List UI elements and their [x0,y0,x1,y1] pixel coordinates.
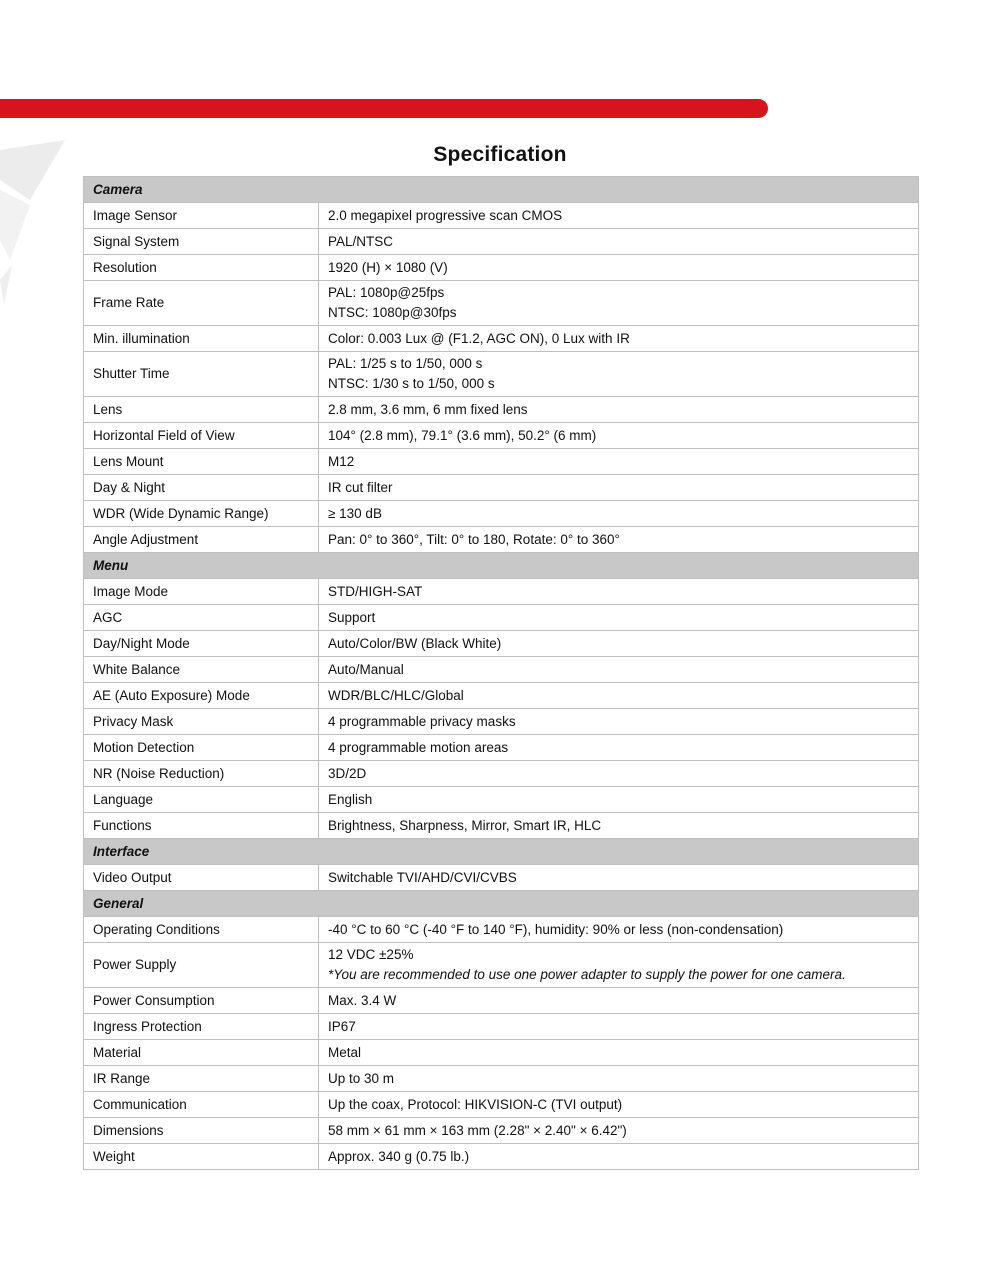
spec-value [319,1066,919,1092]
spec-value [319,475,919,501]
spec-value-line: NTSC: 1/30 s to 1/50, 000 s [328,376,495,391]
spec-key: Horizontal Field of View [84,423,319,449]
spec-value-line: 4 programmable privacy masks [328,713,516,729]
table-row [84,709,919,735]
spec-key: Min. illumination [84,326,319,352]
spec-value-line: Approx. 340 g (0.75 lb.) [328,1148,470,1164]
spec-key: Privacy Mask [84,709,319,735]
table-row [84,1014,919,1040]
spec-key: AE (Auto Exposure) Mode [84,683,319,709]
table-row [84,605,919,631]
spec-key: Lens [84,397,319,423]
spec-value-line: WDR/BLC/HLC/Global [328,687,464,703]
spec-value [319,1144,919,1170]
spec-value-line: Brightness, Sharpness, Mirror, Smart IR, HLC [328,817,602,833]
spec-value [319,735,919,761]
spec-value-line: Metal [328,1044,362,1060]
table-row [84,988,919,1014]
spec-key: Angle Adjustment [84,527,319,553]
table-row [84,1144,919,1170]
spec-value [319,1040,919,1066]
page-title: Specification [433,143,567,166]
spec-value [319,579,919,605]
spec-value [319,397,919,423]
spec-value [319,917,919,943]
spec-value [319,501,919,527]
spec-key: Signal System [84,229,319,255]
table-row [84,326,919,352]
table-row [84,1118,919,1144]
table-row [84,203,919,229]
spec-value-line: 3D/2D [328,765,367,781]
table-row [84,787,919,813]
table-row [84,475,919,501]
spec-value-line: Up to 30 m [328,1070,395,1086]
spec-value [319,943,919,988]
spec-value-line: Switchable TVI/AHD/CVI/CVBS [328,869,517,885]
spec-value-line: *You are recommended to use one power adapter to supply the power for one camera. [328,967,846,982]
table-row [84,352,919,397]
spec-value [319,709,919,735]
spec-key: Shutter Time [84,352,319,397]
spec-key: Language [84,787,319,813]
spec-value-line: 58 mm × 61 mm × 163 mm (2.28" × 2.40" × 6.42") [328,1122,627,1138]
spec-value [319,352,919,397]
table-row [84,1092,919,1118]
spec-value [319,229,919,255]
spec-key: Dimensions [84,1118,319,1144]
table-row [84,1040,919,1066]
spec-value [319,865,919,891]
spec-value [319,1118,919,1144]
section-header-camera [84,177,919,203]
spec-value [319,683,919,709]
specification-table [83,176,919,1170]
spec-value-line: PAL: 1080p@25fps [328,285,445,300]
spec-value [319,787,919,813]
table-row [84,501,919,527]
spec-key: Image Mode [84,579,319,605]
table-row [84,423,919,449]
spec-value-line: Max. 3.4 W [328,992,397,1008]
spec-value-line: STD/HIGH-SAT [328,583,423,599]
spec-value-line: PAL/NTSC [328,233,394,249]
table-row [84,943,919,988]
spec-value [319,203,919,229]
table-row [84,449,919,475]
spec-value [319,527,919,553]
spec-key: Power Consumption [84,988,319,1014]
spec-value [319,813,919,839]
spec-value-line: Color: 0.003 Lux @ (F1.2, AGC ON), 0 Lux with IR [328,330,630,346]
spec-value-line: 1920 (H) × 1080 (V) [328,259,448,275]
spec-value-line: 4 programmable motion areas [328,739,509,755]
spec-key: AGC [84,605,319,631]
section-label: General [84,891,919,917]
spec-value [319,423,919,449]
spec-value-line: English [328,791,373,807]
table-row [84,255,919,281]
spec-key: Lens Mount [84,449,319,475]
spec-value [319,631,919,657]
spec-value-line: ≥ 130 dB [328,505,382,521]
spec-value [319,761,919,787]
section-label: Menu [84,553,919,579]
spec-value-line: Up the coax, Protocol: HIKVISION-C (TVI output) [328,1096,623,1112]
spec-value-line: 104° (2.8 mm), 79.1° (3.6 mm), 50.2° (6 mm) [328,427,597,443]
spec-key: Functions [84,813,319,839]
spec-value-line: NTSC: 1080p@30fps [328,305,457,320]
spec-key: Operating Conditions [84,917,319,943]
spec-value [319,605,919,631]
spec-key: Weight [84,1144,319,1170]
spec-value-line: PAL: 1/25 s to 1/50, 000 s [328,356,483,371]
table-row [84,281,919,326]
table-row [84,683,919,709]
section-header-general [84,891,919,917]
section-label: Interface [84,839,919,865]
spec-key: Image Sensor [84,203,319,229]
spec-key: Day & Night [84,475,319,501]
table-row [84,813,919,839]
table-row [84,657,919,683]
spec-value-line: Auto/Manual [328,661,404,677]
spec-value-line: IP67 [328,1018,356,1034]
table-row [84,917,919,943]
spec-key: Power Supply [84,943,319,988]
spec-value-line: Pan: 0° to 360°, Tilt: 0° to 180, Rotate: 0° to 360° [328,531,620,547]
spec-key: Frame Rate [84,281,319,326]
spec-value [319,281,919,326]
spec-value [319,326,919,352]
spec-value-line: Auto/Color/BW (Black White) [328,635,502,651]
spec-key: White Balance [84,657,319,683]
spec-key: Day/Night Mode [84,631,319,657]
spec-value-line: M12 [328,453,355,469]
spec-value-line: 12 VDC ±25% [328,947,414,962]
spec-key: Resolution [84,255,319,281]
spec-value [319,1014,919,1040]
spec-key: Ingress Protection [84,1014,319,1040]
table-row [84,579,919,605]
table-row [84,761,919,787]
spec-value-line: Support [328,609,376,625]
spec-value-line: -40 °C to 60 °C (-40 °F to 140 °F), humidity: 90% or less (non-condensation) [328,921,784,937]
table-row [84,865,919,891]
table-row [84,229,919,255]
spec-value-line: 2.0 megapixel progressive scan CMOS [328,207,563,223]
spec-key: Communication [84,1092,319,1118]
table-row [84,397,919,423]
spec-value-line: 2.8 mm, 3.6 mm, 6 mm fixed lens [328,401,528,417]
header-red-bar [0,99,768,118]
section-label: Camera [84,177,919,203]
spec-key: Video Output [84,865,319,891]
table-row [84,735,919,761]
spec-value [319,657,919,683]
table-row [84,631,919,657]
spec-value [319,255,919,281]
specification-table-body [84,177,919,1170]
spec-key: NR (Noise Reduction) [84,761,319,787]
spec-key: IR Range [84,1066,319,1092]
spec-value [319,1092,919,1118]
spec-key: Material [84,1040,319,1066]
spec-key: Motion Detection [84,735,319,761]
spec-value-line: IR cut filter [328,479,393,495]
section-header-interface [84,839,919,865]
table-row [84,1066,919,1092]
spec-value [319,449,919,475]
table-row [84,527,919,553]
spec-key: WDR (Wide Dynamic Range) [84,501,319,527]
section-header-menu [84,553,919,579]
spec-value [319,988,919,1014]
